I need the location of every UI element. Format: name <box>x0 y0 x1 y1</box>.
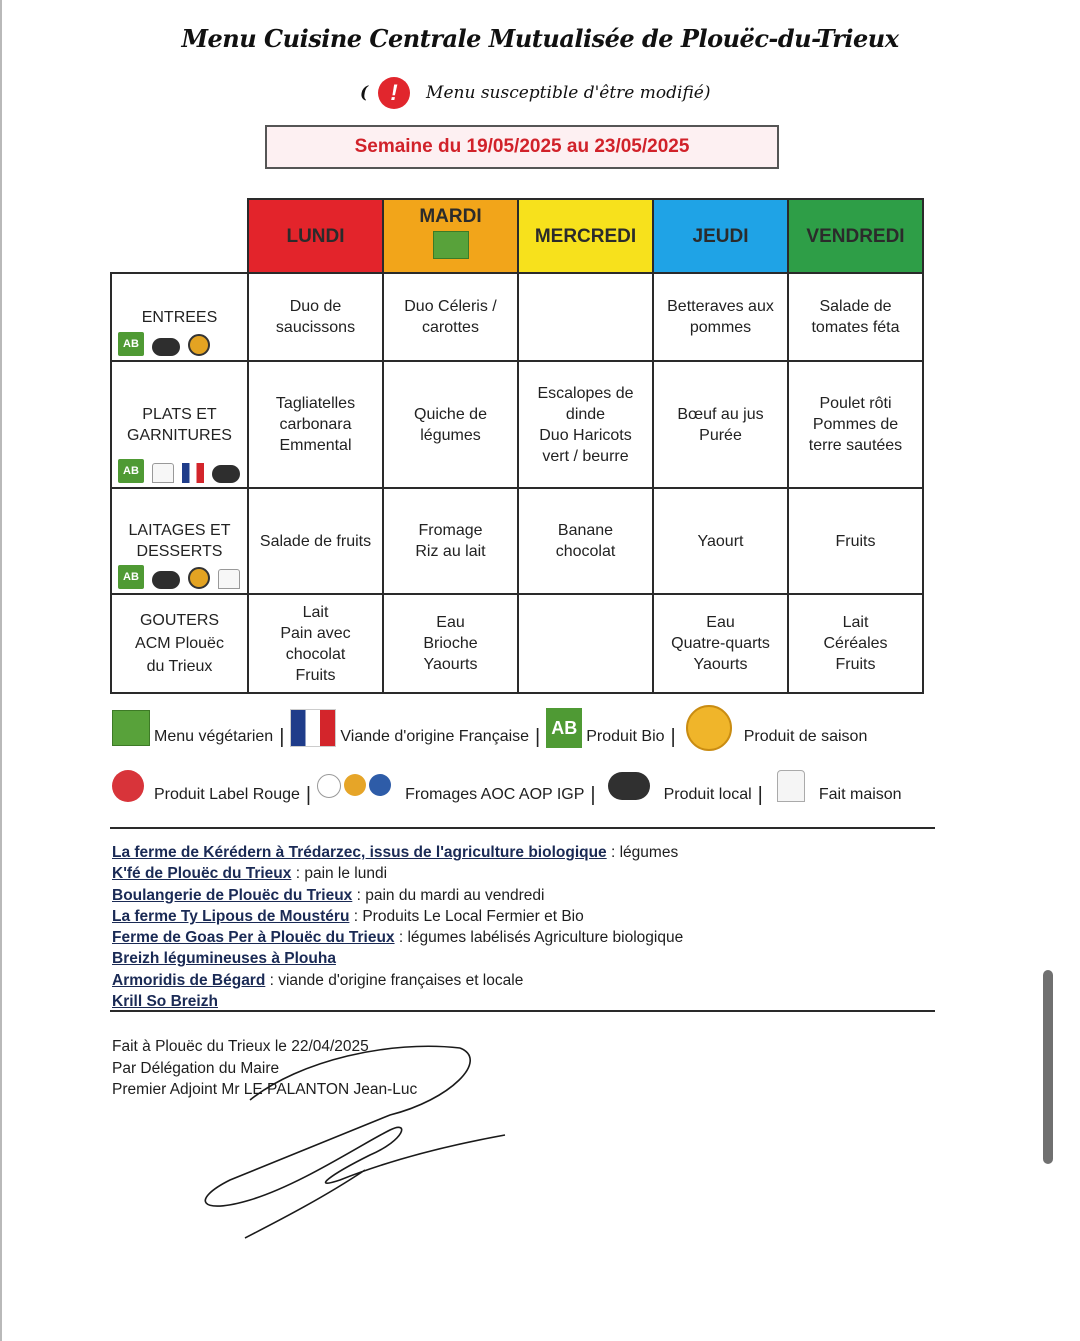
season-seal-icon <box>686 705 732 751</box>
divider-top <box>110 827 935 829</box>
label-rouge-icon <box>112 770 144 802</box>
legend-maison: Fait maison <box>818 786 902 803</box>
local-bubble-icon <box>152 571 180 589</box>
supplier-desc: : viande d'origine françaises et locale <box>265 971 524 989</box>
day-header-row <box>111 199 923 273</box>
row-head-laitages <box>111 488 248 594</box>
menu-cell: Salade de fruits <box>248 488 383 594</box>
legend-vegetarien: Menu végétarien <box>154 728 274 745</box>
legend-separator: | <box>590 783 596 806</box>
row-labels <box>118 459 240 483</box>
aoc-aop-igp-icon <box>317 774 391 798</box>
handwritten-signature <box>190 1040 520 1250</box>
menu-cell: Salade de tomates féta <box>788 273 923 361</box>
legend-label-rouge: Produit Label Rouge <box>154 786 300 803</box>
table-row <box>111 361 923 488</box>
legend-saison: Produit de saison <box>743 728 868 745</box>
legend-separator: | <box>305 783 312 806</box>
list-item <box>112 970 683 991</box>
scrollbar[interactable] <box>1043 970 1053 1164</box>
supplier-name: Armoridis de Bégard <box>112 971 266 989</box>
row-head-entrees <box>111 273 248 361</box>
homemade-chef-icon <box>152 463 174 483</box>
menu-cell: Eau Brioche Yaourts <box>383 594 518 693</box>
legend-row-2 <box>112 764 902 808</box>
table-row <box>111 488 923 594</box>
menu-cell: Banane chocolat <box>518 488 653 594</box>
day-header-mercredi: MERCREDI <box>518 199 653 273</box>
exclamation-icon: ! <box>378 77 410 109</box>
table-row <box>111 273 923 361</box>
supplier-name: Boulangerie de Plouëc du Trieux <box>112 886 353 904</box>
supplier-desc: : légumes labélisés Agriculture biologique <box>394 929 684 947</box>
menu-cell: Fruits <box>788 488 923 594</box>
menu-cell: Escalopes de dinde Duo Haricots vert / beurre <box>518 361 653 488</box>
signature-delegation: Par Délégation du Maire <box>112 1059 280 1077</box>
day-header-mardi <box>383 199 518 273</box>
supplier-name: Ferme de Goas Per à Plouëc du Trieux <box>112 929 395 947</box>
supplier-name: La ferme Ty Lipous de Moustéru <box>112 907 350 925</box>
organic-ab-icon: AB <box>546 708 582 748</box>
menu-cell: Duo Céleris / carottes <box>383 273 518 361</box>
page-title: Menu Cuisine Centrale Mutualisée de Plouëc-du-Trieux <box>181 24 899 53</box>
supplier-name: K'fé de Plouëc du Trieux <box>112 865 292 883</box>
row-labels <box>118 565 240 589</box>
vegetarian-icon <box>112 710 150 746</box>
local-bubble-icon <box>152 338 180 356</box>
row-head-gouters: GOUTERS ACM Plouëc du Trieux <box>111 594 248 693</box>
signature-date: Fait à Plouëc du Trieux le 22/04/2025 <box>112 1038 369 1055</box>
signature-adjoint: Premier Adjoint Mr LE PALANTON Jean-Luc <box>112 1081 418 1098</box>
legend-fromages: Fromages AOC AOP IGP <box>405 786 585 803</box>
homemade-chef-icon <box>218 569 240 589</box>
subtitle-text: Menu susceptible d'être modifié) <box>426 83 711 103</box>
list-item <box>112 948 683 969</box>
subtitle <box>360 76 710 110</box>
legend-bio: Produit Bio <box>586 728 665 745</box>
organic-ab-icon: AB <box>118 332 144 356</box>
menu-cell: Poulet rôti Pommes de terre sautées <box>788 361 923 488</box>
season-seal-icon <box>188 334 210 356</box>
supplier-name: Krill So Breizh <box>112 993 218 1011</box>
legend-separator: | <box>279 725 285 748</box>
week-banner: Semaine du 19/05/2025 au 23/05/2025 <box>265 125 779 169</box>
day-header-jeudi: JEUDI <box>653 199 788 273</box>
divider-bottom <box>110 1010 935 1012</box>
supplier-desc: : pain le lundi <box>291 865 388 883</box>
row-head-label: PLATS ET GARNITURES <box>127 405 232 444</box>
legend-separator: | <box>535 725 541 748</box>
day-header-vendredi: VENDREDI <box>788 199 923 273</box>
list-item <box>112 885 683 906</box>
supplier-desc: : Produits Le Local Fermier et Bio <box>349 907 584 925</box>
day-label-mardi: MARDI <box>419 206 482 227</box>
aoc-aop-igp-icon <box>188 567 210 589</box>
menu-cell: Eau Quatre-quarts Yaourts <box>653 594 788 693</box>
menu-cell: Quiche de légumes <box>383 361 518 488</box>
organic-ab-icon: AB <box>118 565 144 589</box>
menu-cell: Tagliatelles carbonara Emmental <box>248 361 383 488</box>
french-meat-flag-icon <box>290 709 336 747</box>
table-row <box>111 594 923 693</box>
vegetarian-icon <box>433 231 469 259</box>
homemade-chef-icon <box>777 770 805 802</box>
local-bubble-icon <box>608 772 650 800</box>
menu-cell <box>518 273 653 361</box>
legend-separator: | <box>757 783 763 806</box>
menu-cell: Fromage Riz au lait <box>383 488 518 594</box>
legend-row-1 <box>112 706 867 750</box>
menu-cell: Lait Pain avec chocolat Fruits <box>248 594 383 693</box>
supplier-list <box>112 842 683 1012</box>
subtitle-open-paren: ( <box>360 83 369 103</box>
page-edge <box>0 0 2 1341</box>
supplier-name: La ferme de Kérédern à Trédarzec, issus de l'agriculture biologique <box>112 844 607 861</box>
menu-cell: Yaourt <box>653 488 788 594</box>
legend-separator: | <box>670 725 676 748</box>
menu-table <box>110 198 924 694</box>
legend-local: Produit local <box>663 786 752 803</box>
list-item <box>112 906 683 927</box>
french-meat-flag-icon <box>182 463 204 483</box>
menu-cell: Betteraves aux pommes <box>653 273 788 361</box>
row-labels <box>118 332 210 356</box>
menu-cell: Lait Céréales Fruits <box>788 594 923 693</box>
row-head-plats <box>111 361 248 488</box>
menu-cell: Bœuf au jus Purée <box>653 361 788 488</box>
legend-viande: Viande d'origine Française <box>340 728 530 745</box>
menu-cell: Duo de saucissons <box>248 273 383 361</box>
list-item <box>112 927 683 948</box>
table-corner <box>111 199 248 273</box>
supplier-desc: : pain du mardi au vendredi <box>352 886 545 904</box>
menu-cell <box>518 594 653 693</box>
supplier-name: Breizh légumineuses à Plouha <box>112 950 336 968</box>
row-head-label: LAITAGES ET DESSERTS <box>128 522 231 560</box>
row-head-label: ENTREES <box>141 308 218 326</box>
organic-ab-icon: AB <box>118 459 144 483</box>
list-item <box>112 863 683 884</box>
supplier-desc: : légumes <box>606 844 679 861</box>
list-item <box>112 842 683 863</box>
day-header-lundi: LUNDI <box>248 199 383 273</box>
local-bubble-icon <box>212 465 240 483</box>
